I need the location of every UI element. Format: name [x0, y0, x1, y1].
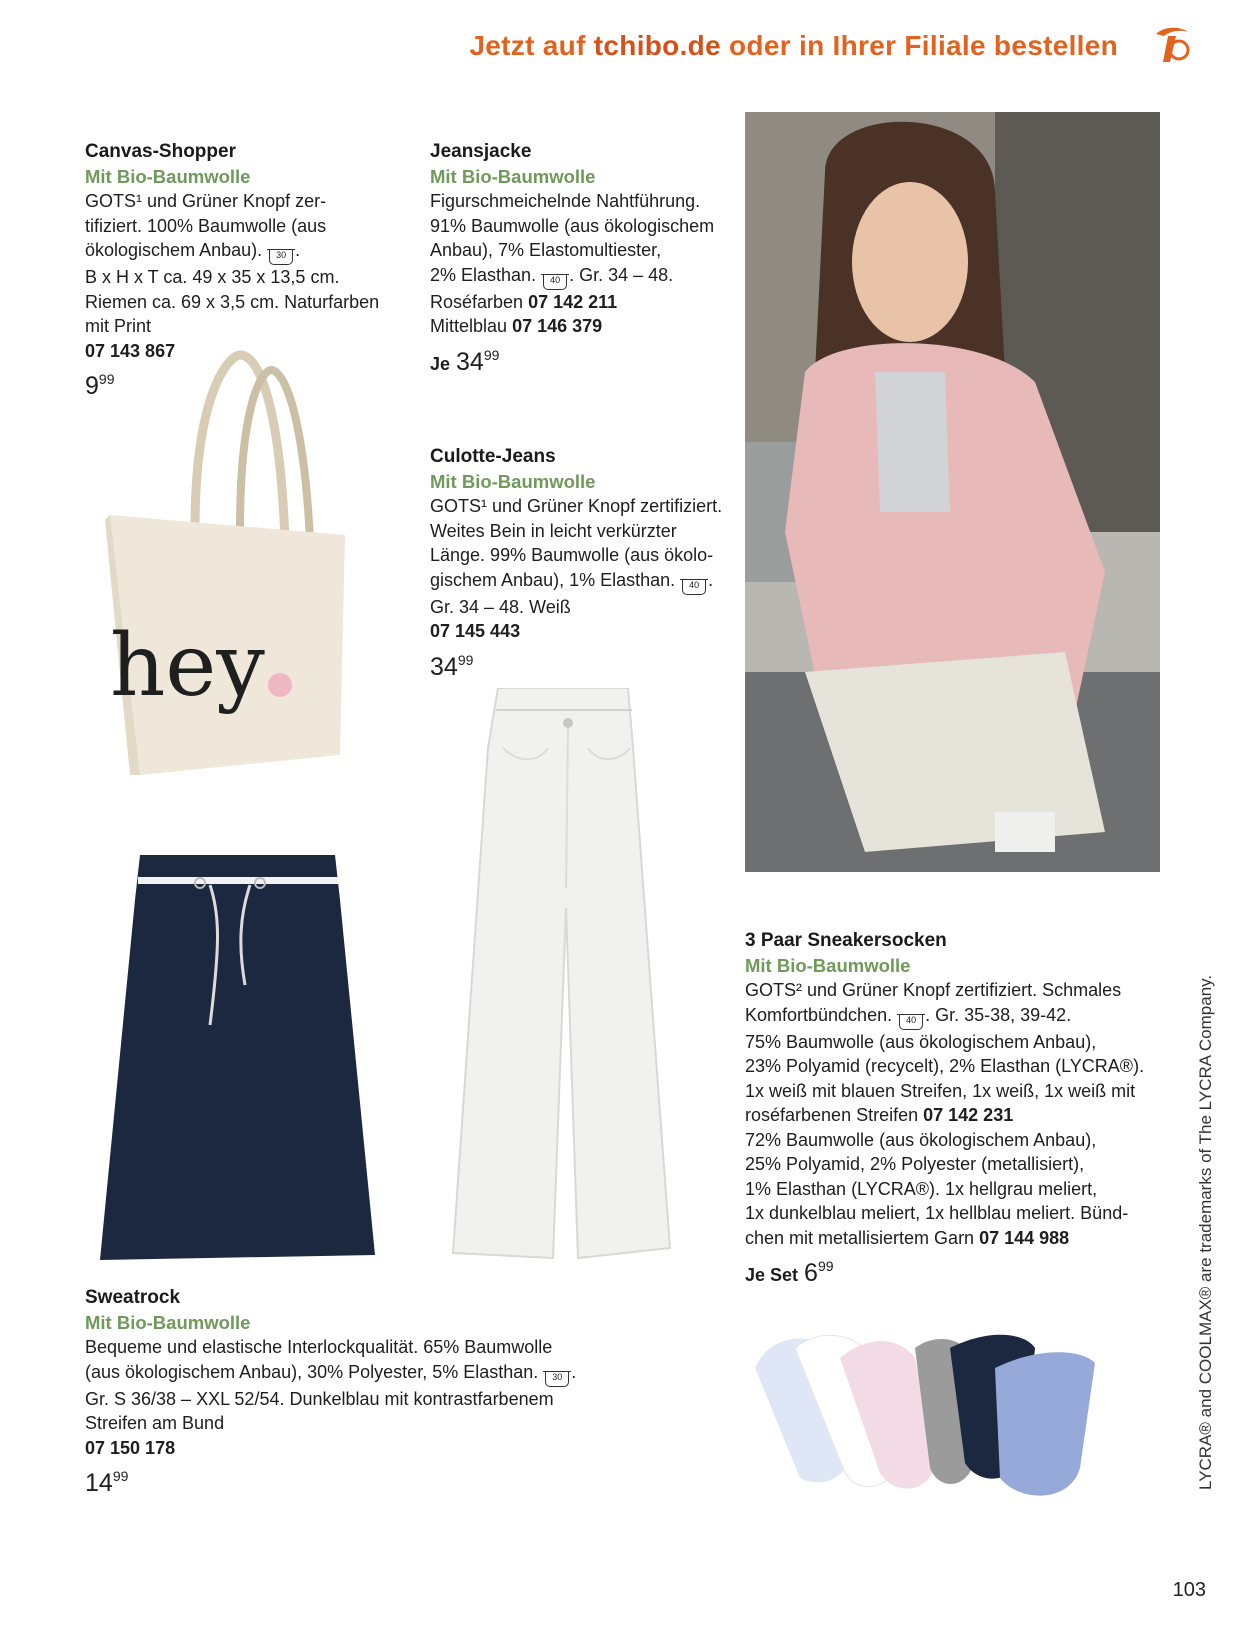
product-title: Jeansjacke [430, 141, 532, 162]
description-line: Gr. 34 – 48. Weiß [430, 596, 571, 617]
socks-info [745, 929, 1145, 1288]
description-line: gischem Anbau), 1% Elasthan. 40 . [430, 568, 730, 595]
order-banner-text-end: oder in Ihrer Filiale bestellen [720, 30, 1118, 61]
product-subtitle: Mit Bio-Baumwolle [85, 1311, 251, 1333]
trademark-note: LYCRA® and COOLMAX® are trademarks of The LYCRA Company. [1196, 974, 1215, 1490]
description-line: 75% Baumwolle (aus ökologischem Anbau), [745, 1031, 1097, 1052]
description-line: chen mit metallisiertem Garn 07 144 988 [745, 1227, 1070, 1248]
sneakersocks-image [750, 1328, 1105, 1503]
product-title: Canvas-Shopper [85, 141, 236, 162]
tchibo-logo-icon [1146, 20, 1198, 72]
description-line: GOTS¹ und Grüner Knopf zertifiziert. [430, 496, 723, 516]
skirt-info [85, 1286, 605, 1496]
brand-link[interactable]: tchibo.de [593, 30, 721, 61]
description-line: Figurschmeichelnde Nahtführung. [430, 191, 701, 211]
description-line: Riemen ca. 69 x 3,5 cm. Naturfarben [85, 291, 380, 312]
description-line: GOTS¹ und Grüner Knopf zer- [85, 191, 327, 211]
description-line: 25% Polyamid, 2% Polyester (metallisiert), [745, 1154, 1085, 1174]
price: Je Set $6^{99}$ [745, 1258, 834, 1287]
article-number: 07 142 231 [923, 1105, 1014, 1125]
product-title: 3 Paar Sneakersocken [745, 930, 947, 951]
price: $9^{99}$ [85, 371, 115, 400]
wash-symbol-icon: 40 [899, 1014, 923, 1030]
order-banner [469, 30, 1118, 62]
description-line: tifiziert. 100% Baumwolle (aus [85, 215, 327, 236]
article-number: 07 143 867 [85, 340, 176, 361]
wash-symbol-icon: 40 [543, 274, 567, 290]
description-line: Bequeme und elastische Interlockqualität. 65% Baumwolle [85, 1337, 553, 1357]
page-number: 103 [1172, 1579, 1206, 1601]
description-line: 1% Elasthan (LYCRA®). 1x hellgrau meliert, [745, 1178, 1098, 1199]
culotte-jeans-image [448, 688, 683, 1263]
wash-symbol-icon: 30 [545, 1371, 569, 1387]
article-number: 07 145 443 [430, 621, 521, 641]
jacket-info [430, 140, 730, 376]
product-subtitle: Mit Bio-Baumwolle [745, 954, 911, 976]
description-line: 91% Baumwolle (aus ökologischem [430, 215, 715, 236]
canvas-shopper-image [100, 350, 360, 780]
price: $14^{99}$ [85, 1468, 129, 1497]
wash-symbol-icon: 40 [682, 579, 706, 595]
sweatrock-image [100, 855, 375, 1265]
description-line: GOTS² und Grüner Knopf zertifiziert. Schmales [745, 980, 1122, 1000]
description-line: B x H x T ca. 49 x 35 x 13,5 cm. [85, 267, 340, 287]
description-line: 72% Baumwolle (aus ökologischem Anbau), [745, 1129, 1097, 1150]
description-line: (aus ökologischem Anbau), 30% Polyester, 5% Elasthan. 30 . [85, 1360, 605, 1387]
description-line: Komfortbündchen. 40 . Gr. 35-38, 39-42. [745, 1003, 1135, 1030]
article-number: 07 146 379 [512, 316, 603, 336]
product-subtitle: Mit Bio-Baumwolle [430, 470, 596, 492]
model-photo [745, 112, 1160, 872]
bag-print: hey [110, 616, 265, 716]
description-line: 2% Elasthan. 40 . Gr. 34 – 48. [430, 263, 730, 290]
description-line: mit Print [85, 316, 152, 336]
price: $34^{99}$ [430, 651, 474, 681]
product-subtitle: Mit Bio-Baumwolle [85, 165, 251, 187]
wash-symbol-icon: 30 [269, 249, 293, 265]
description-line: Streifen am Bund [85, 1413, 225, 1433]
culotte-info [430, 445, 730, 679]
price: Je $34^{99}$ [430, 346, 500, 376]
description-line: Gr. S 36/38 – XXL 52/54. Dunkelblau mit kontrastfarbenem [85, 1388, 554, 1409]
article-number: 07 150 178 [85, 1437, 176, 1458]
color-variant: Roséfarben 07 142 211 [430, 291, 618, 312]
product-title: Culotte-Jeans [430, 446, 556, 467]
order-banner-text: Jetzt auf [469, 30, 594, 61]
description-line: roséfarbenen Streifen 07 142 231 [745, 1105, 1014, 1125]
description-line: Weites Bein in leicht verkürzter [430, 520, 677, 541]
description-line: 1x weiß mit blauen Streifen, 1x weiß, 1x weiß mit [745, 1080, 1136, 1101]
product-subtitle: Mit Bio-Baumwolle [430, 165, 596, 187]
description-line: ökologischem Anbau). 30 . [85, 238, 385, 265]
description-line: Anbau), 7% Elastomultiester, [430, 240, 662, 260]
article-number: 07 142 211 [528, 291, 618, 312]
color-variant: Mittelblau 07 146 379 [430, 316, 603, 336]
description-line: 23% Polyamid (recycelt), 2% Elasthan (LYCRA®). [745, 1056, 1145, 1076]
product-title: Sweatrock [85, 1287, 181, 1308]
article-number: 07 144 988 [979, 1227, 1070, 1248]
description-line: Länge. 99% Baumwolle (aus ökolo- [430, 545, 714, 565]
description-line: 1x dunkelblau meliert, 1x hellblau meliert. Bünd- [745, 1203, 1129, 1223]
